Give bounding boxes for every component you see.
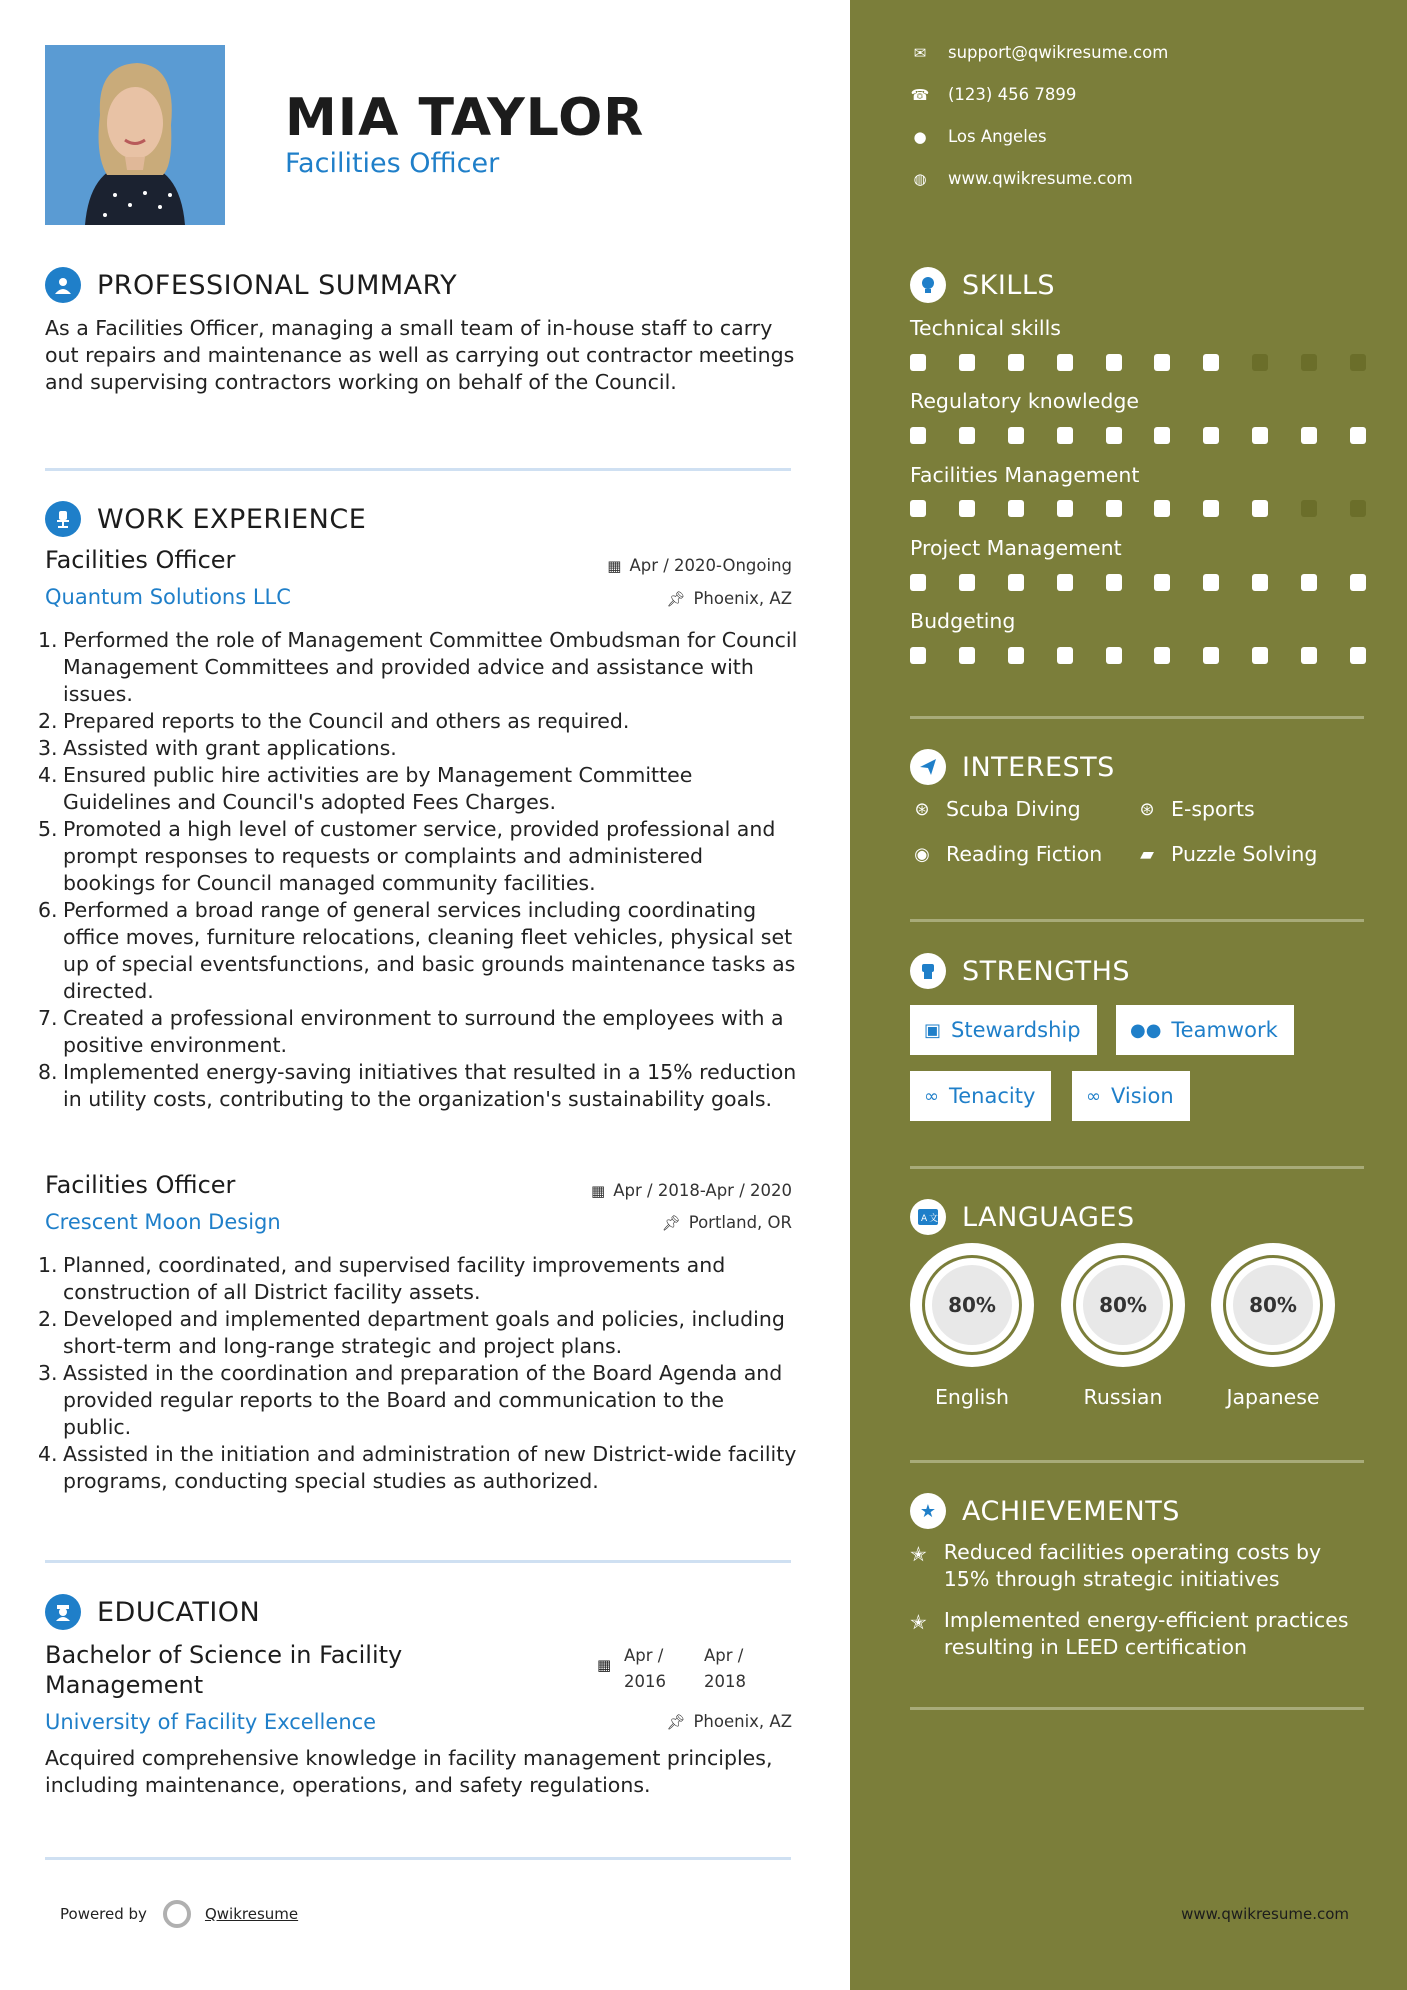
skill-label: Facilities Management xyxy=(910,463,1140,487)
user-icon xyxy=(45,267,81,303)
footer-powered-by: Powered by Qwikresume xyxy=(60,1900,298,1928)
divider xyxy=(910,1460,1364,1463)
star-badge-icon: ★ xyxy=(910,1493,946,1529)
skill-dot xyxy=(1106,427,1122,444)
skill-dot xyxy=(1106,647,1122,664)
edu-date-start: Apr / 2016 xyxy=(624,1646,666,1691)
list-item: 1. Performed the role of Management Committee Ombudsman for Council Management Committees and provided advice and assistance with issues. xyxy=(38,628,798,706)
skills-header xyxy=(910,267,1055,303)
skill-dot xyxy=(1350,427,1366,444)
calendar-icon: ▦ xyxy=(591,1181,606,1200)
job-date-text: Apr / 2018-Apr / 2020 xyxy=(613,1181,792,1200)
edu-date-end: Apr / 2018 xyxy=(704,1646,746,1691)
skill-dot xyxy=(1203,427,1219,444)
list-item: 6. Performed a broad range of general services including coordinating office moves, furniture relocations, cleaning fleet vehicles, physical set up of special eventsfunctions, and basic grounds maintenance tasks as directed. xyxy=(38,898,796,1003)
list-item: 2. Developed and implemented department goals and policies, including short-term and long-range strategic and project plans. xyxy=(38,1307,785,1358)
achievements-header xyxy=(910,1493,1180,1529)
languages-header xyxy=(910,1199,1135,1235)
job-title: Facilities Officer xyxy=(45,1171,236,1199)
users-icon: ●● xyxy=(1130,1019,1162,1041)
education-header xyxy=(45,1594,260,1630)
language-ring: 80% xyxy=(1211,1243,1335,1367)
summary-header xyxy=(45,267,457,303)
skill-dot xyxy=(1008,354,1024,371)
language-name: English xyxy=(934,1385,1010,1409)
star-icon: ✭ xyxy=(910,1610,927,1634)
skill-dot xyxy=(1057,354,1073,371)
strengths-heading: STRENGTHS xyxy=(962,955,1131,987)
strength-chip: ∞ Vision xyxy=(1072,1071,1190,1121)
skill-dot xyxy=(1154,500,1170,517)
interest-item: ⊛ Scuba Diving xyxy=(910,797,1081,821)
skill-dot xyxy=(959,574,975,591)
strength-chip: ▣ Stewardship xyxy=(910,1005,1097,1055)
translate-icon xyxy=(910,1199,946,1235)
skill-label: Budgeting xyxy=(910,609,1016,633)
divider xyxy=(910,919,1364,922)
skill-dot xyxy=(910,427,926,444)
achievement-item: ✭ Implemented energy-efficient practices resulting in LEED certification xyxy=(910,1608,1349,1659)
list-item: 7. Created a professional environment to surround the employees with a positive environment. xyxy=(38,1006,784,1057)
book-icon: ▰ xyxy=(1140,843,1154,865)
strength-chip: ●● Teamwork xyxy=(1116,1005,1294,1055)
skill-dot xyxy=(1057,500,1073,517)
divider xyxy=(910,1166,1364,1169)
skill-label: Technical skills xyxy=(910,316,1061,340)
skill-dot xyxy=(1301,427,1317,444)
skill-dot xyxy=(1252,647,1268,664)
job-location-text: Phoenix, AZ xyxy=(693,589,792,608)
gamepad-icon: ◉ xyxy=(914,843,930,865)
contact-website[interactable]: ◍ www.qwikresume.com xyxy=(910,169,1133,188)
language-ring: 80% xyxy=(910,1243,1034,1367)
portrait-image xyxy=(45,45,225,225)
summary-heading: PROFESSIONAL SUMMARY xyxy=(97,269,458,301)
interests-header xyxy=(910,749,1115,785)
degree: Bachelor of Science in Facility Management xyxy=(45,1641,403,1699)
education-text: Acquired comprehensive knowledge in facility management principles, including maintenance, operations, and safety regulations. xyxy=(45,1746,773,1797)
fist-icon xyxy=(910,953,946,989)
list-item: 1. Planned, coordinated, and supervised facility improvements and construction of all District facility assets. xyxy=(38,1253,726,1304)
skill-dot xyxy=(1057,427,1073,444)
profile-photo xyxy=(45,45,225,225)
skill-dot xyxy=(1203,647,1219,664)
skill-dot xyxy=(1252,354,1268,371)
skill-rating xyxy=(910,427,1366,444)
job-location-text: Portland, OR xyxy=(688,1213,792,1232)
skill-dot xyxy=(1252,574,1268,591)
pin-icon: 📌︎ xyxy=(666,1712,686,1731)
link-icon: ∞ xyxy=(924,1085,939,1107)
job-title: Facilities Officer xyxy=(45,546,236,574)
skill-dot xyxy=(1008,574,1024,591)
contact-location: ● Los Angeles xyxy=(910,127,1047,146)
skill-dot xyxy=(1203,574,1219,591)
brand-link[interactable]: Qwikresume xyxy=(204,1905,299,1923)
skill-dot xyxy=(1301,354,1317,371)
skill-rating xyxy=(910,354,1366,371)
language-name: Japanese xyxy=(1226,1385,1320,1409)
paper-plane-icon xyxy=(910,749,946,785)
language-item xyxy=(1061,1243,1185,1409)
language-ring: 80% xyxy=(1061,1243,1185,1367)
job-location xyxy=(666,589,792,608)
calendar-icon: ▦ xyxy=(597,1656,612,1674)
language-item xyxy=(1211,1243,1335,1409)
skill-dot xyxy=(959,354,975,371)
contact-phone: ☎ (123) 456 7899 xyxy=(910,85,1077,104)
binoculars-icon: ∞ xyxy=(1086,1085,1101,1107)
lifebuoy-icon: ⊛ xyxy=(1139,798,1155,820)
pin-icon: 📌︎ xyxy=(661,1213,681,1232)
skill-dot xyxy=(910,500,926,517)
languages-heading: LANGUAGES xyxy=(962,1201,1135,1233)
skill-dot xyxy=(1350,500,1366,517)
strengths-header xyxy=(910,953,1130,989)
phone-icon: ☎ xyxy=(910,85,930,104)
globe-icon: ◍ xyxy=(913,169,927,188)
skill-dot xyxy=(910,354,926,371)
skills-heading: SKILLS xyxy=(962,269,1056,301)
skill-label: Regulatory knowledge xyxy=(910,389,1139,413)
envelope-icon: ✉ xyxy=(913,43,927,62)
job-duties xyxy=(38,1252,798,1495)
list-item: 2. Prepared reports to the Council and others as required. xyxy=(38,709,630,733)
divider xyxy=(910,1707,1364,1710)
job-date-text: Apr / 2020-Ongoing xyxy=(629,556,792,575)
sidebar xyxy=(850,0,1407,1990)
skill-label: Project Management xyxy=(910,536,1122,560)
list-item: 3. Assisted with grant applications. xyxy=(38,736,397,760)
education-heading: EDUCATION xyxy=(97,1596,261,1628)
achievement-item: ✭ Reduced facilities operating costs by 15% through strategic initiatives xyxy=(910,1540,1322,1591)
skill-dot xyxy=(1154,574,1170,591)
company-name: Quantum Solutions LLC xyxy=(45,585,291,609)
office-chair-icon xyxy=(45,501,81,537)
skill-rating xyxy=(910,574,1366,591)
skill-dot xyxy=(1203,354,1219,371)
skill-dot xyxy=(959,500,975,517)
job-location xyxy=(662,1213,792,1232)
interests-heading: INTERESTS xyxy=(962,751,1115,783)
skill-dot xyxy=(1057,574,1073,591)
skill-dot xyxy=(1203,500,1219,517)
contact-email[interactable]: ✉ support@qwikresume.com xyxy=(910,43,1168,62)
list-item: 4. Ensured public hire activities are by Management Committee Guidelines and Council's adopted Fees Charges. xyxy=(38,763,693,814)
lightbulb-icon xyxy=(910,267,946,303)
skill-dot xyxy=(1008,427,1024,444)
skill-dot xyxy=(1008,500,1024,517)
list-item: 8. Implemented energy-saving initiatives that resulted in a 15% reduction in utility costs, contributing to the organization's sustainability goals. xyxy=(38,1060,797,1111)
skill-dot xyxy=(910,574,926,591)
skill-dot xyxy=(1057,647,1073,664)
list-item: 5. Promoted a high level of customer service, provided professional and prompt responses to requests or complaints and administered bookings for Council managed community facilities. xyxy=(38,817,776,895)
experience-heading: WORK EXPERIENCE xyxy=(97,503,367,535)
skill-dot xyxy=(1008,647,1024,664)
calendar-icon: ▦ xyxy=(607,556,622,575)
svg-text:文: 文 xyxy=(929,1214,938,1224)
list-item: 4. Assisted in the initiation and administration of new District-wide facility programs, conducting special studies as authorized. xyxy=(38,1442,797,1493)
interest-item: ⊛ E-sports xyxy=(1135,797,1255,821)
divider xyxy=(45,1857,791,1860)
job-date xyxy=(607,556,792,575)
briefcase-icon: ▣ xyxy=(924,1019,942,1041)
skill-dot xyxy=(1301,574,1317,591)
candidate-title: Facilities Officer xyxy=(285,148,500,179)
lifebuoy-icon: ⊛ xyxy=(914,798,930,820)
footer-url[interactable]: www.qwikresume.com xyxy=(1181,1905,1349,1923)
graduate-icon xyxy=(45,1594,81,1630)
skill-dot xyxy=(1301,500,1317,517)
skill-dot xyxy=(1350,354,1366,371)
pin-icon: 📌︎ xyxy=(666,589,686,608)
skill-dot xyxy=(1154,427,1170,444)
skill-rating xyxy=(910,500,1366,517)
skill-rating xyxy=(910,647,1366,664)
skill-dot xyxy=(1106,354,1122,371)
interest-item: ▰ Puzzle Solving xyxy=(1135,842,1317,866)
school-name: University of Facility Excellence xyxy=(45,1710,377,1734)
job-date xyxy=(591,1181,792,1200)
skill-dot xyxy=(910,647,926,664)
svg-text:A: A xyxy=(921,1214,928,1224)
summary-text: As a Facilities Officer, managing a small team of in-house staff to carry out repairs and maintenance as well as carrying out contractor meetings and supervising contractors working on behalf of the Council. xyxy=(45,316,795,394)
skill-dot xyxy=(1252,427,1268,444)
strength-chip: ∞ Tenacity xyxy=(910,1071,1051,1121)
candidate-name: MIA TAYLOR xyxy=(285,88,645,148)
language-name: Russian xyxy=(1083,1385,1163,1409)
achievements-heading: ACHIEVEMENTS xyxy=(962,1495,1180,1527)
skill-dot xyxy=(1106,500,1122,517)
skill-dot xyxy=(1350,647,1366,664)
qwikresume-logo-icon xyxy=(163,1900,191,1928)
company-name: Crescent Moon Design xyxy=(45,1210,281,1234)
skill-dot xyxy=(1106,574,1122,591)
skill-dot xyxy=(1154,354,1170,371)
job-duties xyxy=(38,627,798,1113)
skill-dot xyxy=(1301,647,1317,664)
skill-dot xyxy=(959,427,975,444)
experience-header xyxy=(45,501,366,537)
star-icon: ✭ xyxy=(910,1542,927,1566)
edu-location: 📌︎ Phoenix, AZ xyxy=(666,1712,792,1731)
skill-dot xyxy=(1252,500,1268,517)
skill-dot xyxy=(1350,574,1366,591)
divider xyxy=(45,468,791,471)
skill-dot xyxy=(959,647,975,664)
divider xyxy=(910,716,1364,719)
interest-item: ◉ Reading Fiction xyxy=(910,842,1102,866)
language-item xyxy=(910,1243,1034,1409)
skill-dot xyxy=(1154,647,1170,664)
map-pin-icon: ● xyxy=(913,127,927,146)
divider xyxy=(45,1560,791,1563)
list-item: 3. Assisted in the coordination and preparation of the Board Agenda and provided regular reports to the Board and communication to the public. xyxy=(38,1361,783,1439)
